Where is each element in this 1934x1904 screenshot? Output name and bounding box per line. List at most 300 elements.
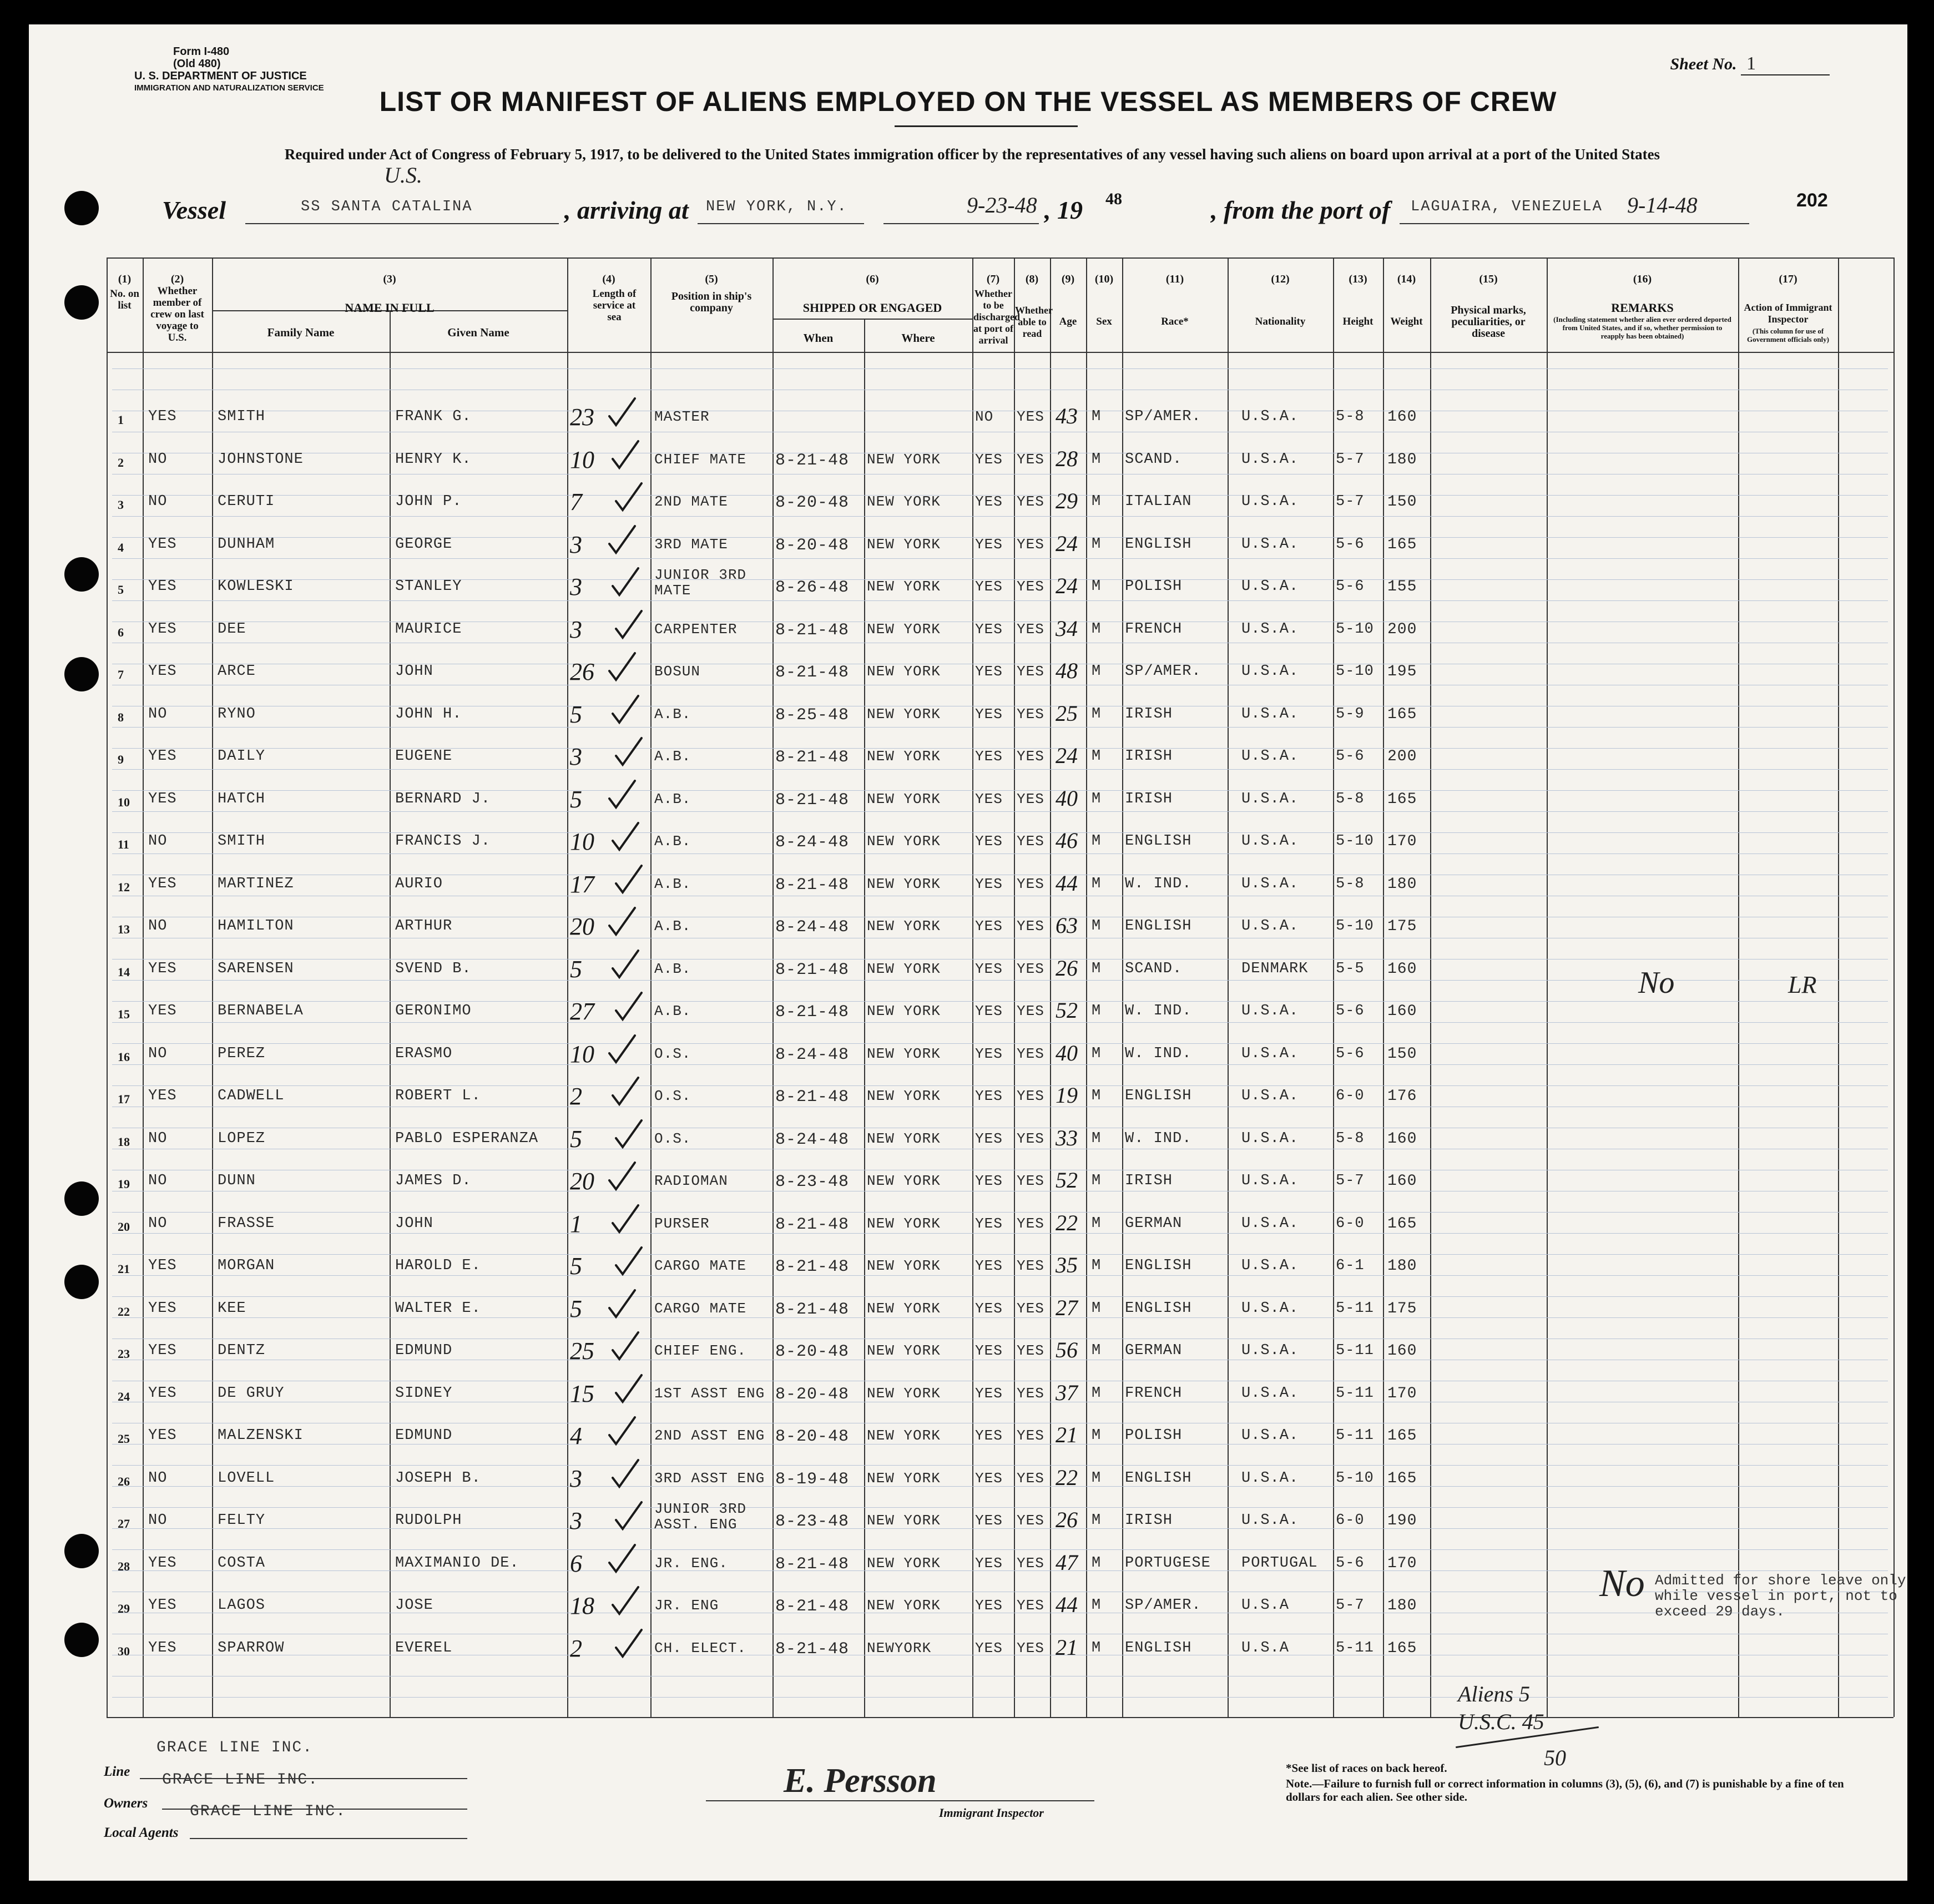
cell-sex: M [1092, 1469, 1102, 1487]
cell-weight: 180 [1387, 875, 1417, 893]
cell-height: 5-11 [1336, 1300, 1374, 1317]
cell-when: 8-23-48 [775, 1173, 850, 1191]
cell-race: IRISH [1125, 1512, 1173, 1529]
cell-nat: U.S.A. [1241, 493, 1299, 510]
table-row [29, 614, 1907, 648]
cell-family: LOPEZ [218, 1130, 266, 1147]
cell-weight: 160 [1387, 408, 1417, 426]
shipped-subheader-rule [772, 319, 972, 320]
cell-age: 35 [1056, 1253, 1078, 1277]
cell-where: NEW YORK [867, 1088, 941, 1104]
cell-sex: M [1092, 1639, 1102, 1656]
cell-nat: U.S.A. [1241, 578, 1299, 595]
cell-family: SARENSEN [218, 960, 294, 977]
cell-last: YES [148, 663, 177, 680]
cell-last: YES [148, 960, 177, 977]
cell-where: NEW YORK [867, 705, 941, 723]
table-row [29, 487, 1907, 520]
cell-where: NEW YORK [867, 578, 941, 595]
cell-weight: 170 [1387, 1554, 1417, 1572]
checkmark-icon [613, 608, 646, 641]
cell-read: YES [1017, 408, 1044, 425]
cell-position: A.B. [654, 960, 691, 977]
cell-family: DUNHAM [218, 536, 275, 553]
checkmark-icon [609, 1202, 643, 1235]
row-number: 7 [118, 668, 124, 681]
cell-height: 5-8 [1336, 790, 1365, 807]
row-number: 17 [118, 1092, 130, 1106]
cell-weight: 180 [1387, 1257, 1417, 1275]
cell-age: 24 [1056, 743, 1078, 768]
cell-age: 37 [1056, 1380, 1078, 1405]
col-15-number: (15) [1479, 273, 1498, 285]
cell-sex: M [1092, 620, 1102, 638]
cell-height: 5-6 [1336, 1554, 1365, 1572]
cell-where: NEW YORK [867, 748, 941, 765]
arriving-label: , arriving at [564, 196, 689, 224]
cell-given: JAMES D. [395, 1173, 472, 1189]
cell-weight: 175 [1387, 1300, 1417, 1317]
cell-nat: U.S.A [1241, 1597, 1290, 1614]
cell-when: 8-21-48 [775, 620, 850, 640]
cell-where: NEW YORK [867, 875, 941, 892]
col-17-subheader: (This column for use of Government officials only) [1746, 327, 1830, 344]
col-2-number: (2) [170, 273, 184, 285]
checkmark-icon [609, 693, 643, 726]
cell-nat: U.S.A. [1241, 1385, 1299, 1402]
cell-position: CHIEF ENG. [654, 1342, 747, 1359]
cell-disch: YES [975, 1215, 1003, 1232]
cell-when: 8-20-48 [775, 1342, 850, 1361]
cell-age: 40 [1056, 785, 1078, 811]
cell-age: 47 [1056, 1549, 1078, 1575]
col-3-number: (3) [383, 273, 396, 285]
cell-sex: M [1092, 1342, 1102, 1359]
cell-position: CARGO MATE [654, 1300, 747, 1317]
cell-height: 5-8 [1336, 875, 1365, 892]
cell-weight: 160 [1387, 960, 1417, 978]
cell-service: 4 [570, 1422, 582, 1450]
cell-family: FRASSE [218, 1215, 275, 1232]
cell-height: 5-6 [1336, 1045, 1365, 1062]
cell-family: RYNO [218, 705, 256, 723]
table-row [29, 1124, 1907, 1157]
cell-last: YES [148, 1257, 177, 1274]
cell-race: ENGLISH [1125, 1300, 1192, 1317]
cell-given: EUGENE [395, 748, 453, 765]
cell-given: ERASMO [395, 1045, 453, 1062]
cell-position: PURSER [654, 1215, 710, 1232]
cell-sex: M [1092, 960, 1102, 977]
col-12-header: Nationality [1255, 316, 1306, 327]
table-row [29, 699, 1907, 733]
col-8-number: (8) [1025, 273, 1039, 285]
cell-sex: M [1092, 748, 1102, 765]
cell-weight: 165 [1387, 1469, 1417, 1487]
cell-where: NEW YORK [867, 1427, 941, 1444]
cell-race: W. IND. [1125, 875, 1192, 892]
cell-where: NEW YORK [867, 1257, 941, 1274]
cell-height: 6-0 [1336, 1215, 1365, 1232]
cell-age: 22 [1056, 1464, 1078, 1490]
title-rule [895, 125, 1078, 127]
cell-height: 5-7 [1336, 493, 1365, 510]
cell-given: JOHN P. [395, 493, 462, 510]
cell-race: ENGLISH [1125, 1639, 1192, 1656]
cell-nat: U.S.A. [1241, 875, 1299, 892]
row-number: 27 [118, 1517, 130, 1531]
checkmark-icon [613, 480, 646, 513]
cell-last: NO [148, 1512, 168, 1529]
arrival-date-rule [883, 223, 1039, 224]
cell-when: 8-25-48 [775, 705, 850, 725]
checkmark-icon [613, 735, 646, 768]
cell-weight: 195 [1387, 663, 1417, 680]
cell-where: NEW YORK [867, 451, 941, 468]
line-value: GRACE LINE INC. [156, 1739, 314, 1756]
cell-where: NEW YORK [867, 1003, 941, 1019]
col-2-header: Whether member of crew on last voyage to U.S. [150, 285, 204, 344]
cell-service: 5 [570, 700, 582, 728]
row-number: 2 [118, 455, 124, 469]
cell-service: 5 [570, 1253, 582, 1280]
table-row [29, 529, 1907, 563]
owners-value: GRACE LINE INC. [162, 1771, 319, 1789]
arriving-port-rule [698, 223, 864, 224]
cell-position: CHIEF MATE [654, 451, 747, 468]
table-top-rule [107, 257, 1893, 259]
manifest-number: 202 [1796, 190, 1828, 211]
cell-race: IRISH [1125, 790, 1173, 807]
cell-family: MALZENSKI [218, 1427, 304, 1444]
cell-last: YES [148, 408, 177, 425]
cell-given: JOSEPH B. [395, 1469, 481, 1487]
cell-when: 8-21-48 [775, 1088, 850, 1107]
cell-service: 3 [570, 743, 582, 770]
cell-family: SMITH [218, 408, 266, 425]
cell-service: 3 [570, 1507, 582, 1534]
cell-race: ENGLISH [1125, 1088, 1192, 1104]
cell-read: YES [1017, 1088, 1044, 1104]
cell-sex: M [1092, 1045, 1102, 1062]
cell-race: ENGLISH [1125, 1469, 1192, 1487]
races-note: *See list of races on back hereof. [1286, 1761, 1447, 1775]
cell-age: 26 [1056, 1507, 1078, 1532]
cell-nat: U.S.A. [1241, 1257, 1299, 1274]
cell-last: YES [148, 1554, 177, 1572]
signature-rule [706, 1800, 1094, 1801]
checkmark-icon [613, 1499, 646, 1532]
cell-read: YES [1017, 1300, 1044, 1317]
cell-read: YES [1017, 918, 1044, 935]
cell-position: O.S. [654, 1130, 691, 1147]
form-number: Form I-480 [173, 46, 230, 58]
cell-where: NEW YORK [867, 536, 941, 553]
cell-service: 10 [570, 446, 594, 473]
col-14-header: Weight [1390, 316, 1423, 327]
row-number: 25 [118, 1432, 130, 1446]
checkmark-icon [606, 777, 639, 811]
cell-race: ENGLISH [1125, 536, 1192, 553]
table-row [29, 1294, 1907, 1327]
col-14-number: (14) [1397, 273, 1416, 285]
cell-last: YES [148, 748, 177, 765]
cell-weight: 160 [1387, 1342, 1417, 1360]
col-7-header: Whether to be discharged at port of arrival [973, 288, 1021, 346]
cell-weight: 155 [1387, 578, 1417, 595]
cell-race: SCAND. [1125, 960, 1183, 977]
col-11-header: Race* [1161, 316, 1189, 327]
cell-family: LAGOS [218, 1597, 266, 1614]
vessel-name: SS SANTA CATALINA [301, 199, 473, 215]
cell-race: W. IND. [1125, 1130, 1192, 1147]
cell-last: YES [148, 1003, 177, 1019]
table-row [29, 1336, 1907, 1369]
col-4-number: (4) [602, 273, 615, 285]
departure-date: 9-14-48 [1627, 193, 1698, 218]
cell-nat: U.S.A. [1241, 1088, 1299, 1104]
row-14-action: LR [1788, 971, 1817, 998]
cell-weight: 190 [1387, 1512, 1417, 1529]
cell-service: 3 [570, 531, 582, 558]
cell-where: NEWYORK [867, 1639, 932, 1656]
cell-disch: YES [975, 1639, 1003, 1656]
vessel-flag: U.S. [384, 163, 422, 188]
cell-family: KEE [218, 1300, 246, 1317]
cell-service: 3 [570, 615, 582, 643]
cell-disch: YES [975, 663, 1003, 680]
cell-nat: U.S.A. [1241, 705, 1299, 723]
row-number: 12 [118, 880, 130, 894]
table-row [29, 1081, 1907, 1114]
cell-read: YES [1017, 1469, 1044, 1487]
cell-last: NO [148, 1130, 168, 1147]
cell-sex: M [1092, 1512, 1102, 1529]
cell-given: AURIO [395, 875, 443, 892]
col-15-header: Physical marks, peculiarities, or disease [1451, 304, 1526, 340]
cell-where: NEW YORK [867, 1597, 941, 1614]
cell-height: 5-6 [1336, 748, 1365, 765]
cell-given: MAXIMANIO DE. [395, 1554, 519, 1572]
cell-given: FRANCIS J. [395, 833, 491, 850]
line-label: Line [104, 1764, 130, 1779]
checkmark-icon [609, 1457, 643, 1490]
table-row [29, 656, 1907, 690]
cell-last: YES [148, 1385, 177, 1402]
cell-nat: U.S.A. [1241, 918, 1299, 935]
header-bottom-rule [107, 352, 1893, 353]
cell-where: NEW YORK [867, 1130, 941, 1147]
cell-height: 5-8 [1336, 408, 1365, 425]
cell-age: 48 [1056, 658, 1078, 683]
cell-service: 2 [570, 1083, 582, 1110]
cell-height: 5-10 [1336, 620, 1374, 638]
cell-service: 1 [570, 1210, 582, 1238]
cell-race: ENGLISH [1125, 918, 1192, 935]
cell-when: 8-20-48 [775, 1385, 850, 1404]
cell-nat: U.S.A. [1241, 1130, 1299, 1147]
cell-given: EDMUND [395, 1427, 453, 1444]
cell-read: YES [1017, 833, 1044, 850]
cell-last: NO [148, 1045, 168, 1062]
cell-read: YES [1017, 875, 1044, 892]
cell-race: W. IND. [1125, 1003, 1192, 1019]
cell-last: YES [148, 1342, 177, 1359]
cell-position: JUNIOR 3RD MATE [654, 567, 747, 599]
cell-nat: U.S.A. [1241, 1003, 1299, 1019]
checkmark-icon [609, 1074, 643, 1108]
cell-disch: YES [975, 536, 1003, 553]
cell-family: JOHNSTONE [218, 451, 304, 468]
col-11-number: (11) [1165, 273, 1184, 285]
cell-family: DENTZ [218, 1342, 266, 1359]
cell-position: A.B. [654, 918, 691, 935]
table-row [29, 1209, 1907, 1242]
cell-read: YES [1017, 748, 1044, 765]
row-number: 9 [118, 752, 124, 766]
cell-service: 10 [570, 828, 594, 855]
cell-age: 28 [1056, 446, 1078, 471]
cell-nat: U.S.A. [1241, 451, 1299, 468]
table-row [29, 1463, 1907, 1497]
cell-position: JR. ENG. [654, 1554, 728, 1572]
row-number: 23 [118, 1347, 130, 1361]
cell-height: 5-7 [1336, 451, 1365, 468]
checkmark-icon [613, 862, 646, 896]
cell-given: FRANK G. [395, 408, 472, 425]
cell-position: CARPENTER [654, 620, 738, 638]
row-number: 14 [118, 964, 130, 979]
cell-weight: 165 [1387, 1215, 1417, 1233]
cell-disch: YES [975, 1130, 1003, 1147]
cell-read: YES [1017, 493, 1044, 510]
cell-weight: 180 [1387, 451, 1417, 468]
cell-race: FRENCH [1125, 620, 1183, 638]
cell-read: YES [1017, 1342, 1044, 1359]
cell-age: 34 [1056, 615, 1078, 641]
table-row [29, 996, 1907, 1029]
cell-when: 8-21-48 [775, 1003, 850, 1022]
cell-where: NEW YORK [867, 620, 941, 638]
shore-leave-remark [1655, 1573, 1906, 1619]
col-16-header: REMARKS [1611, 301, 1674, 315]
cell-position: 2ND MATE [654, 493, 728, 510]
cell-when: 8-21-48 [775, 748, 850, 767]
cell-disch: YES [975, 1342, 1003, 1359]
cell-given: HENRY K. [395, 451, 472, 468]
cell-read: YES [1017, 1215, 1044, 1232]
cell-disch: YES [975, 748, 1003, 765]
cell-where: NEW YORK [867, 918, 941, 935]
cell-when: 8-21-48 [775, 1300, 850, 1319]
table-row [29, 826, 1907, 860]
row-number: 1 [118, 413, 124, 427]
cell-when: 8-20-48 [775, 536, 850, 555]
cell-when: 8-21-48 [775, 1554, 850, 1574]
cell-family: MARTINEZ [218, 875, 294, 892]
cell-race: SCAND. [1125, 451, 1183, 468]
cell-when: 8-20-48 [775, 1427, 850, 1446]
cell-position: CARGO MATE [654, 1257, 747, 1274]
cell-nat: U.S.A. [1241, 1512, 1299, 1529]
col-3b-header: Given Name [447, 326, 509, 339]
cell-last: YES [148, 1300, 177, 1317]
cell-race: POLISH [1125, 1427, 1183, 1444]
cell-read: YES [1017, 1639, 1044, 1656]
cell-where: NEW YORK [867, 663, 941, 680]
cell-service: 3 [570, 1464, 582, 1492]
cell-family: KOWLESKI [218, 578, 294, 595]
cell-read: YES [1017, 1427, 1044, 1444]
cell-disch: YES [975, 1385, 1003, 1402]
cell-position: A.B. [654, 748, 691, 765]
col-8-header: Whether able to read [1015, 305, 1053, 339]
manifest-sheet [29, 24, 1907, 1881]
cell-where: NEW YORK [867, 790, 941, 807]
cell-when: 8-21-48 [775, 875, 850, 895]
cell-race: POLISH [1125, 578, 1183, 595]
cell-weight: 175 [1387, 918, 1417, 935]
year-label: , 19 [1044, 196, 1083, 224]
cell-nat: U.S.A. [1241, 833, 1299, 850]
cell-age: 44 [1056, 870, 1078, 896]
cell-where: NEW YORK [867, 1512, 941, 1529]
cell-sex: M [1092, 1257, 1102, 1274]
cell-disch: YES [975, 493, 1003, 510]
cell-sex: M [1092, 451, 1102, 468]
cell-read: YES [1017, 960, 1044, 977]
cell-last: YES [148, 1427, 177, 1444]
cell-given: BERNARD J. [395, 790, 491, 807]
cell-disch: YES [975, 620, 1003, 638]
cell-last: YES [148, 578, 177, 595]
cell-service: 5 [570, 1125, 582, 1153]
cell-nat: PORTUGAL [1241, 1554, 1318, 1572]
cell-given: JOSE [395, 1597, 433, 1614]
cell-read: YES [1017, 663, 1044, 680]
cell-when: 8-24-48 [775, 833, 850, 852]
col-6-header: SHIPPED OR ENGAGED [802, 301, 942, 315]
inspector-signature: E. Persson [784, 1762, 937, 1800]
cell-disch: YES [975, 578, 1003, 595]
cell-age: 21 [1056, 1422, 1078, 1447]
cell-age: 52 [1056, 998, 1078, 1023]
cell-given: PABLO ESPERANZA [395, 1130, 539, 1147]
cell-race: W. IND. [1125, 1045, 1192, 1062]
cell-service: 5 [570, 955, 582, 983]
cell-service: 26 [570, 658, 594, 685]
cell-last: NO [148, 705, 168, 723]
cell-family: CADWELL [218, 1088, 285, 1104]
cell-nat: U.S.A. [1241, 1215, 1299, 1232]
table-row [29, 911, 1907, 945]
cell-given: JOHN [395, 1215, 433, 1232]
table-row [29, 402, 1907, 435]
cell-disch: YES [975, 960, 1003, 977]
cell-sex: M [1092, 790, 1102, 807]
cell-weight: 170 [1387, 1385, 1417, 1402]
cell-weight: 176 [1387, 1088, 1417, 1105]
cell-position: 2ND ASST ENG [654, 1427, 765, 1444]
note-prefix: Note. [1286, 1777, 1312, 1790]
cell-family: ARCE [218, 663, 256, 680]
cell-sex: M [1092, 918, 1102, 935]
cell-sex: M [1092, 1003, 1102, 1019]
cell-nat: U.S.A. [1241, 790, 1299, 807]
table-bottom-rule [107, 1717, 1893, 1718]
sheet-number [1670, 53, 1830, 75]
cell-height: 5-11 [1336, 1427, 1374, 1444]
